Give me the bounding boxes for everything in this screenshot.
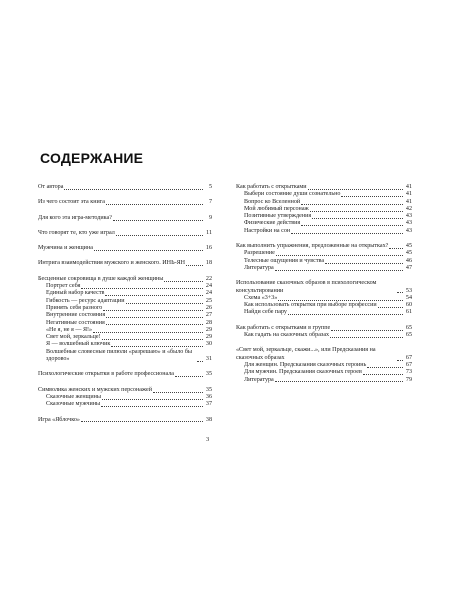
toc-entry-page: 16 <box>205 245 212 252</box>
toc-entry-page: 38 <box>205 416 212 423</box>
toc-entry-title: Использование сказочных образов в психологическом консультировании <box>236 280 377 294</box>
toc-entry-page: 65 <box>405 332 412 339</box>
toc-entry-title: Сказочные женщины <box>46 393 101 400</box>
toc-entry-title: Интрига взаимодействия мужского и женского. ИНЬ-ЯН <box>38 260 186 267</box>
toc-entry <box>236 191 412 198</box>
toc-entry-page: 25 <box>205 297 212 304</box>
toc-entry-title: Психологические открытки в работе профессионала <box>38 371 174 378</box>
dot-leader <box>291 232 403 234</box>
dot-leader <box>397 291 403 293</box>
toc-entry <box>38 305 212 312</box>
dot-leader <box>103 309 203 311</box>
toc-entry-page: 67 <box>405 354 412 361</box>
dot-leader <box>288 313 403 315</box>
toc-entry-page: 22 <box>205 275 212 282</box>
toc-entry-title: Как использовать открытки при выборе профессии <box>244 302 377 309</box>
toc-entry-title: Сказочные мужчины <box>46 401 101 408</box>
toc-entry-page: 41 <box>405 184 412 190</box>
toc-entry-title: Волшебные словесные пилюли «разрешаю» и «было бы здорово» <box>46 348 193 363</box>
toc-entry <box>236 309 412 316</box>
toc-entry <box>38 320 212 327</box>
dot-leader <box>106 203 203 205</box>
toc-entry-page: 43 <box>405 220 412 227</box>
toc-entry-title: От автора <box>38 184 64 190</box>
toc-entry-page: 41 <box>405 198 412 205</box>
toc-entry-page: 27 <box>205 312 212 319</box>
toc-entry-page: 36 <box>205 393 212 400</box>
toc-entry-page: 35 <box>205 386 212 393</box>
dot-leader <box>106 323 203 325</box>
toc-entry-title: Бесценные сокровища в душе каждой женщины <box>38 275 164 282</box>
toc-entry-title: Что говорят те, кто уже играл <box>38 229 115 236</box>
toc-entry-title: Принять себя разного <box>46 304 103 311</box>
toc-entry-page: 30 <box>205 341 212 348</box>
toc-entry-page: 24 <box>205 283 212 290</box>
toc-entry-page: 29 <box>205 334 212 341</box>
toc-entry-title: Игра «Яблочко» <box>38 416 80 423</box>
toc-entry-title: Вопрос ко Вселенной <box>244 198 301 205</box>
dot-leader <box>113 219 203 221</box>
dot-leader <box>126 302 203 304</box>
toc-entry-page: 73 <box>405 369 412 376</box>
toc-entry <box>38 184 212 191</box>
toc-entry-title: Телесные ощущения и чувства <box>244 257 325 264</box>
dot-leader <box>81 420 203 422</box>
toc-entry-title: Символика женских и мужских персонажей <box>38 386 153 393</box>
toc-entry <box>236 377 412 384</box>
toc-entry-title: Для кого эта игра-методика? <box>38 214 112 221</box>
toc-entry <box>38 417 212 424</box>
toc-entry-title: Как гадать на сказочных образах <box>244 332 330 339</box>
toc-entry-title: Как выполнить упражнения, предложенные на открытках? <box>236 243 389 250</box>
toc-entry <box>38 260 212 267</box>
dot-leader <box>64 188 203 190</box>
toc-entry-title: «Не я, не я — Я!» <box>46 326 93 333</box>
dot-leader <box>275 380 403 382</box>
toc-entry-page: 47 <box>405 264 412 271</box>
toc-entry <box>38 371 212 378</box>
toc-entry-title: Портрет себя <box>46 283 81 290</box>
dot-leader <box>310 210 403 212</box>
toc-entry-page: 42 <box>405 205 412 212</box>
dot-leader <box>111 345 203 347</box>
toc-entry-title: Выбери состояние души сознательно <box>244 191 341 198</box>
dot-leader <box>367 366 403 368</box>
dot-leader <box>102 338 203 340</box>
toc-entry-page: 45 <box>405 250 412 257</box>
dot-leader <box>276 254 403 256</box>
dot-leader <box>175 375 203 377</box>
toc-entry <box>38 276 212 283</box>
dot-leader <box>106 316 203 318</box>
toc-entry-page: 37 <box>205 401 212 408</box>
toc-column-left <box>38 184 212 424</box>
dot-leader <box>94 249 203 251</box>
dot-leader <box>101 405 203 407</box>
toc-entry <box>38 387 212 394</box>
page-title: СОДЕРЖАНИЕ <box>40 150 144 166</box>
toc-entry <box>38 349 212 364</box>
toc-entry-title: Как работать с открытками в группе <box>236 324 331 331</box>
toc-entry-title: Гибкость — ресурс адаптации <box>46 297 125 304</box>
toc-entry-title: Литература <box>244 264 274 271</box>
dot-leader <box>325 262 403 264</box>
toc-entry <box>236 228 412 235</box>
toc-entry-page: 26 <box>205 304 212 311</box>
toc-entry <box>236 362 412 369</box>
toc-entry-title: Негативные состояния <box>46 319 105 326</box>
toc-entry-title: Для женщин. Предсказания сказочных героинь <box>244 361 367 368</box>
toc-entry <box>38 401 212 408</box>
toc-entry <box>236 332 412 339</box>
toc-entry <box>38 312 212 319</box>
toc-entry-page: 43 <box>405 227 412 234</box>
toc-entry-title: Мужчина и женщина <box>38 245 93 252</box>
dot-leader <box>397 359 403 361</box>
toc-entry-page: 7 <box>208 199 212 206</box>
toc-entry-page: 43 <box>405 213 412 220</box>
dot-leader <box>93 331 203 333</box>
toc-entry-title: Мой любимый персонаж <box>244 205 309 212</box>
toc-entry <box>236 369 412 376</box>
toc-column-right <box>236 184 412 384</box>
dot-leader <box>81 287 203 289</box>
dot-leader <box>186 264 203 266</box>
dot-leader <box>301 203 403 205</box>
toc-entry-title: Настройки на сон <box>244 227 291 234</box>
dot-leader <box>312 217 403 219</box>
toc-entry-page: 5 <box>208 184 212 190</box>
toc-entry-page: 67 <box>405 361 412 368</box>
dot-leader <box>301 224 403 226</box>
dot-leader <box>105 294 203 296</box>
dot-leader <box>116 234 203 236</box>
toc-entry-page: 46 <box>405 257 412 264</box>
toc-entry <box>236 199 412 206</box>
page-number: 3 <box>206 436 210 443</box>
toc-entry <box>236 243 412 250</box>
toc-entry-title: Свет мой, зеркальце! <box>46 334 101 341</box>
toc-entry <box>38 394 212 401</box>
dot-leader <box>308 188 403 190</box>
toc-entry-page: 31 <box>205 356 212 363</box>
toc-entry <box>236 220 412 227</box>
toc-entry <box>236 258 412 265</box>
toc-entry-page: 24 <box>205 290 212 297</box>
toc-entry-title: «Свет мой, зеркальце, скажи...», или Предсказания на сказочных образах <box>236 347 376 361</box>
toc-entry-page: 65 <box>405 324 412 331</box>
dot-leader <box>197 360 203 362</box>
toc-entry-page: 35 <box>205 371 212 378</box>
toc-entry-title: Я — волшебный ключик <box>46 341 111 348</box>
toc-entry-page: 61 <box>405 309 412 316</box>
toc-entry-title: Для мужчин. Предсказания сказочных героев <box>244 369 362 376</box>
toc-entry-page: 45 <box>405 243 412 250</box>
dot-leader <box>341 195 403 197</box>
toc-entry <box>236 206 412 213</box>
toc-entry-page: 9 <box>208 214 212 221</box>
toc-entry <box>236 325 412 332</box>
toc-entry-title: Схема «3+3» <box>244 294 278 301</box>
toc-entry-title: Позитивные утверждения <box>244 213 312 220</box>
toc-entry-title: Физические действия <box>244 220 301 227</box>
toc-entry <box>38 199 212 206</box>
toc-entry-title: Разрешение <box>244 250 275 257</box>
dot-leader <box>164 280 203 282</box>
dot-leader <box>331 329 403 331</box>
toc-entry-page: 79 <box>405 376 412 383</box>
toc-entry-page: 53 <box>405 287 412 294</box>
toc-entry <box>38 245 212 252</box>
toc-entry-title: Как работать с открытками <box>236 184 307 190</box>
toc-entry-title: Из чего состоит эта книга <box>38 199 105 206</box>
dot-leader <box>363 373 403 375</box>
dot-leader <box>278 299 403 301</box>
toc-entry <box>236 265 412 272</box>
toc-entry <box>236 280 412 295</box>
toc-entry <box>236 347 412 362</box>
toc-entry-page: 60 <box>405 302 412 309</box>
toc-entry <box>38 215 212 222</box>
dot-leader <box>275 269 403 271</box>
toc-entry-title: Найди себе пару <box>244 309 287 316</box>
toc-entry-page: 18 <box>205 260 212 267</box>
toc-entry <box>38 290 212 297</box>
toc-entry-page: 29 <box>205 326 212 333</box>
toc-entry <box>38 341 212 348</box>
toc-entry <box>38 298 212 305</box>
toc-entry-page: 11 <box>206 229 212 236</box>
dot-leader <box>102 398 203 400</box>
toc-entry-page: 54 <box>405 294 412 301</box>
toc-entry <box>236 250 412 257</box>
toc-entry <box>38 230 212 237</box>
dot-leader <box>153 391 203 393</box>
toc-entry-title: Литература <box>244 376 274 383</box>
dot-leader <box>389 247 403 249</box>
toc-entry-page: 28 <box>205 319 212 326</box>
dot-leader <box>330 336 403 338</box>
toc-entry-title: Внутренние состояния <box>46 312 106 319</box>
dot-leader <box>378 306 403 308</box>
toc-entry-page: 41 <box>405 191 412 198</box>
toc-entry-title: Единый набор качеств <box>46 290 105 297</box>
